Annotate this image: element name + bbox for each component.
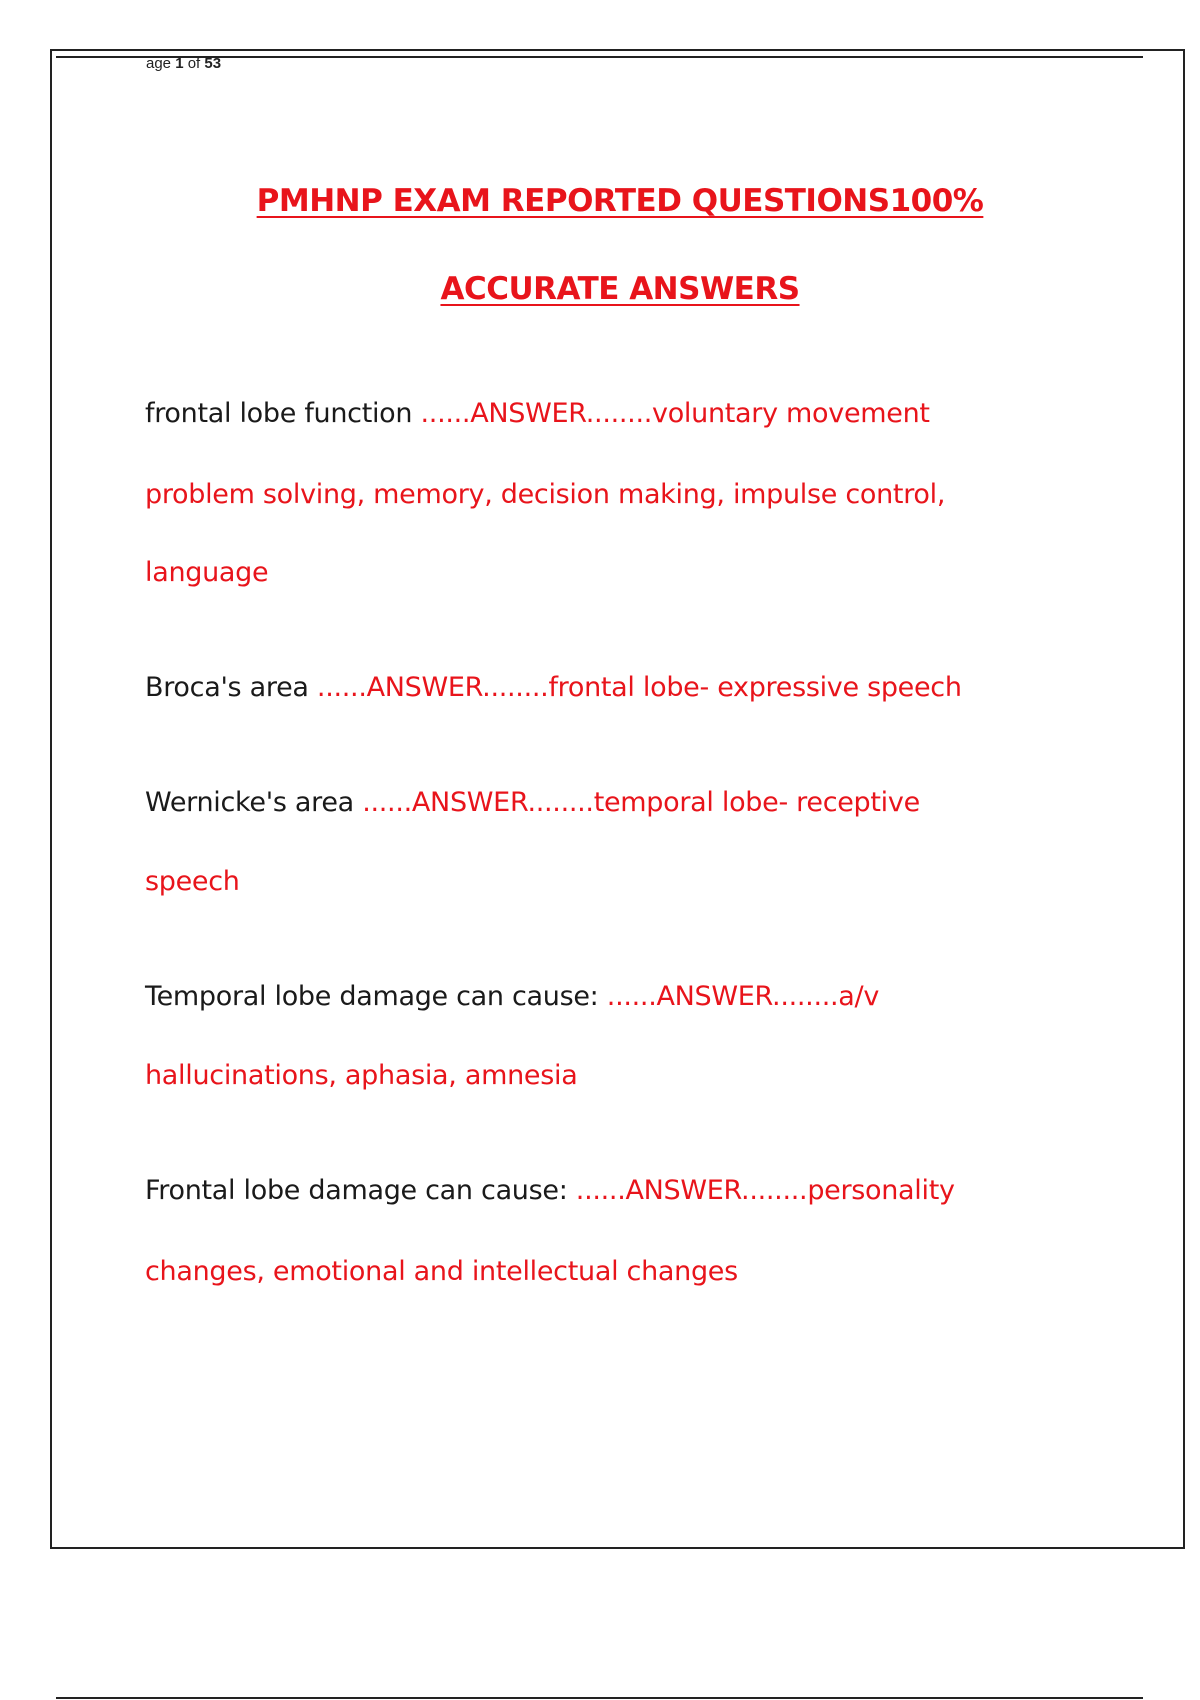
answer-text: ......ANSWER........temporal lobe- receptive: [362, 787, 920, 818]
entry-frontal-lobe-damage: [145, 1173, 955, 1209]
answer-continuation: hallucinations, aphasia, amnesia: [145, 1060, 578, 1091]
entry-brocas-area: [145, 670, 962, 706]
page-prefix: age: [146, 55, 172, 72]
page-number: [146, 54, 221, 74]
entry-frontal-lobe-function: [145, 396, 930, 432]
page-current: 1: [175, 55, 184, 72]
question-text: Wernicke's area: [145, 787, 354, 818]
answer-text: ......ANSWER........voluntary movement: [420, 398, 930, 429]
answer-continuation: problem solving, memory, decision making, impulse control,: [145, 479, 946, 510]
answer-continuation: changes, emotional and intellectual changes: [145, 1256, 738, 1287]
answer-text: ......ANSWER........frontal lobe- expressive speech: [316, 672, 962, 703]
document-title-line-2: ACCURATE ANSWERS: [440, 271, 800, 307]
document-title-line-1: PMHNP EXAM REPORTED QUESTIONS100%: [256, 183, 984, 219]
page-total: 53: [204, 55, 222, 72]
answer-continuation: speech: [145, 866, 240, 897]
question-text: Broca's area: [145, 672, 309, 703]
entry-temporal-lobe-damage: [145, 979, 879, 1015]
question-text: Temporal lobe damage can cause:: [145, 981, 599, 1012]
answer-continuation: language: [145, 557, 269, 588]
question-text: Frontal lobe damage can cause:: [145, 1175, 568, 1206]
next-page-rule: [56, 1697, 1143, 1699]
entry-wernickes-area: [145, 785, 920, 821]
answer-text: ......ANSWER........a/v: [606, 981, 880, 1012]
answer-text: ......ANSWER........personality: [575, 1175, 955, 1206]
page-of: of: [187, 55, 201, 72]
question-text: frontal lobe function: [145, 398, 413, 429]
